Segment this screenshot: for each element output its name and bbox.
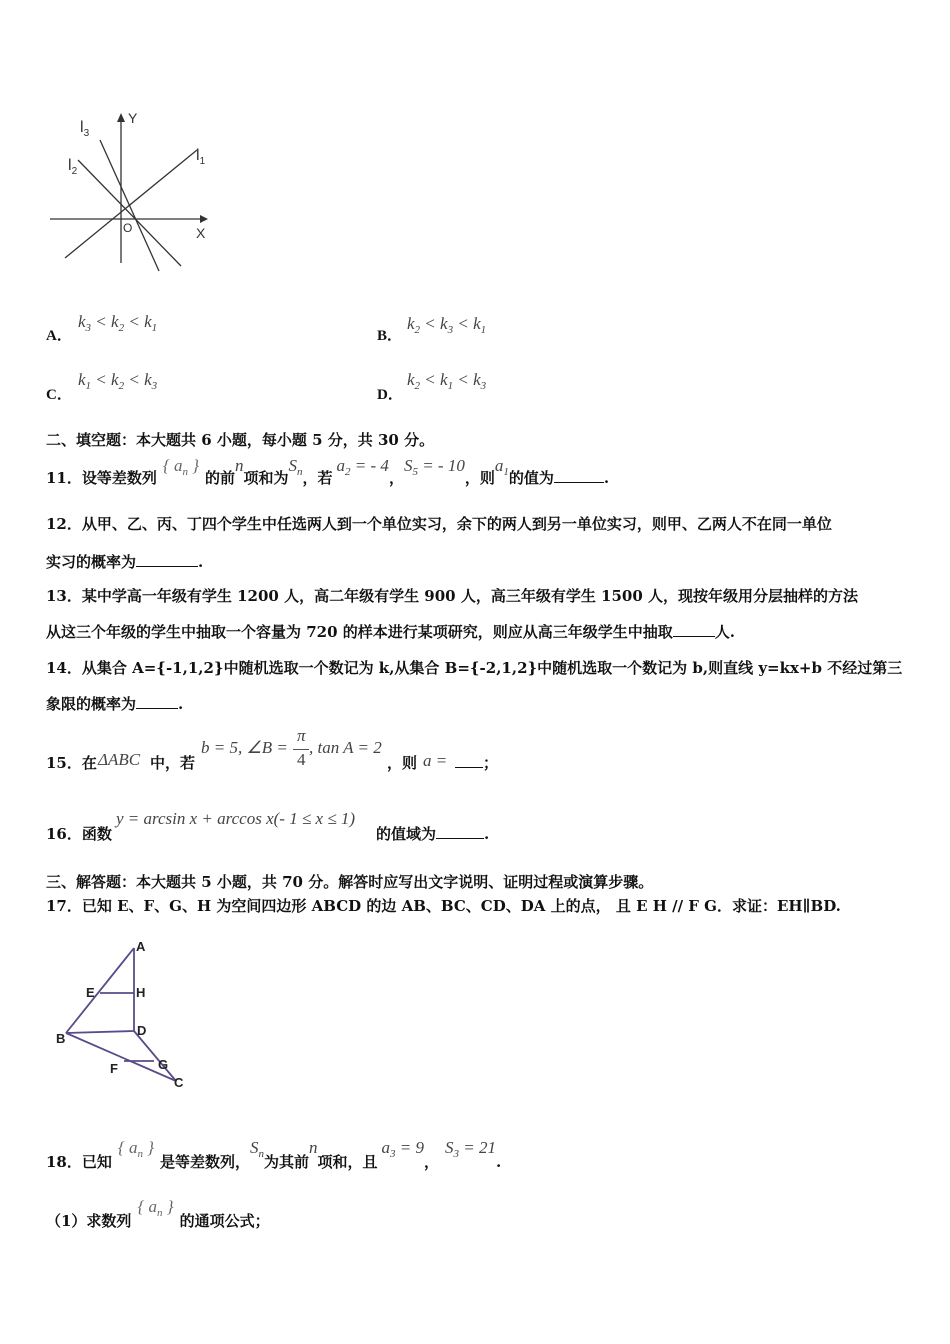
question-18: 18．已知{ $a_n$ }是等差数列，$S_n$为其前n项和，且$a_3 = 9$，$S_3 = 21$. [46,1138,502,1171]
option-c-expr: $k_1 < k_2 < k_3$ [78,370,158,392]
a-equals: a = [423,751,448,770]
edge-dc [134,1031,176,1081]
question-14-line2: 象限的概率为 . [46,695,184,713]
y-axis-arrow [117,113,125,122]
quadrilateral-figure [50,935,210,1095]
triangle-abc: ΔABC [98,750,141,769]
answer-blank-11[interactable] [554,481,604,483]
question-15-end: ； [455,752,498,773]
question-12-line2: 实习的概率为 . [46,553,204,571]
question-16-a: 16．函数 [46,825,112,843]
question-16-b: 的值域为 . [376,825,490,843]
label-g: G [158,1057,169,1072]
label-e: E [86,985,95,1000]
edge-ab [66,948,134,1033]
fraction-denominator: 4 [297,750,306,769]
line-l3 [100,140,159,271]
question-13-line1: 13．某中学高一年级有学生 1200 人，高二年级有学生 900 人，高三年级有学生 1500 人，现按年级用分层抽样的方法 [46,587,859,605]
question-18-part-1: （1）求数列{ $a_n$ }的通项公式； [46,1197,270,1230]
label-h: H [136,985,146,1000]
question-17: 17．已知 E、F、G、H 为空间四边形 ABCD 的边 AB、BC、CD、DA 上的点， 且 E H // F G．求证：EH∥BD. [46,897,841,915]
question-14-line1: 14．从集合 A={-1,1,2}中随机选取一个数记为 k,从集合 B={-2,1,2}中随机选取一个数记为 b,则直线 y=kx+b 不经过第三 [46,659,903,677]
label-a: A [136,939,146,954]
function-expression: y = arcsin x + arccos x(- 1 ≤ x ≤ 1) [116,809,356,828]
answer-blank-14[interactable] [136,707,178,709]
pi-symbol: π [297,726,306,745]
edge-bd [66,1031,134,1033]
answer-blank-15[interactable] [455,766,483,768]
x-label: X [196,225,206,241]
l2-label: $l_2$ [68,157,78,177]
question-12-line1: 12．从甲、乙、丙、丁四个学生中任选两人到一个单位实习，余下的两人到另一单位实习，则甲、乙两人不在同一单位 [46,515,832,533]
label-f: F [110,1061,118,1076]
option-d-letter: D． [377,387,403,403]
label-b: B [56,1031,66,1046]
option-c-letter: C． [46,387,72,403]
question-13-line2: 从这三个年级的学生中抽取一个容量为 720 的样本进行某项研究，则应从高三年级学生中抽取 人. [46,623,735,641]
question-11: 11．设等差数列{ $a_n$ }的前n项和为$S_n$，若$a_2$ = - 4，$S_5$ = - 10，则$a_1$的值为 . [46,456,610,487]
question-15-a: 15．在 [46,754,97,772]
condition-b-angle: b = 5, ∠B = [201,738,288,757]
section-2-heading: 二、填空题：本大题共 6 小题，每小题 5 分，共 30 分。 [46,431,435,449]
answer-blank-16[interactable] [436,837,484,839]
label-c: C [174,1075,184,1090]
option-a-letter: A． [46,328,72,344]
origin-label: O [123,221,133,235]
answer-blank-13[interactable] [673,635,715,637]
lines-figure [40,105,230,280]
y-label: Y [128,110,138,126]
option-d-expr: $k_2 < k_1 < k_3$ [407,370,487,392]
section-3-heading: 三、解答题：本大题共 5 小题，共 70 分。解答时应写出文字说明、证明过程或演算步骤。 [46,873,654,891]
tan-condition: , tan A = 2 [309,738,382,757]
l1-label: $l_1$ [196,147,206,167]
l3-label: $l_3$ [80,119,90,139]
question-15-b: 中，若 [150,754,196,772]
answer-blank-12[interactable] [136,565,198,567]
option-b-expr: $k_2 < k_3 < k_1$ [407,314,487,336]
label-d: D [137,1023,147,1038]
option-b-letter: B． [377,328,403,344]
option-a-expr: $k_3 < k_2 < k_1$ [78,312,158,334]
x-axis-arrow [200,215,208,223]
question-15-c: ，则 [387,754,418,772]
